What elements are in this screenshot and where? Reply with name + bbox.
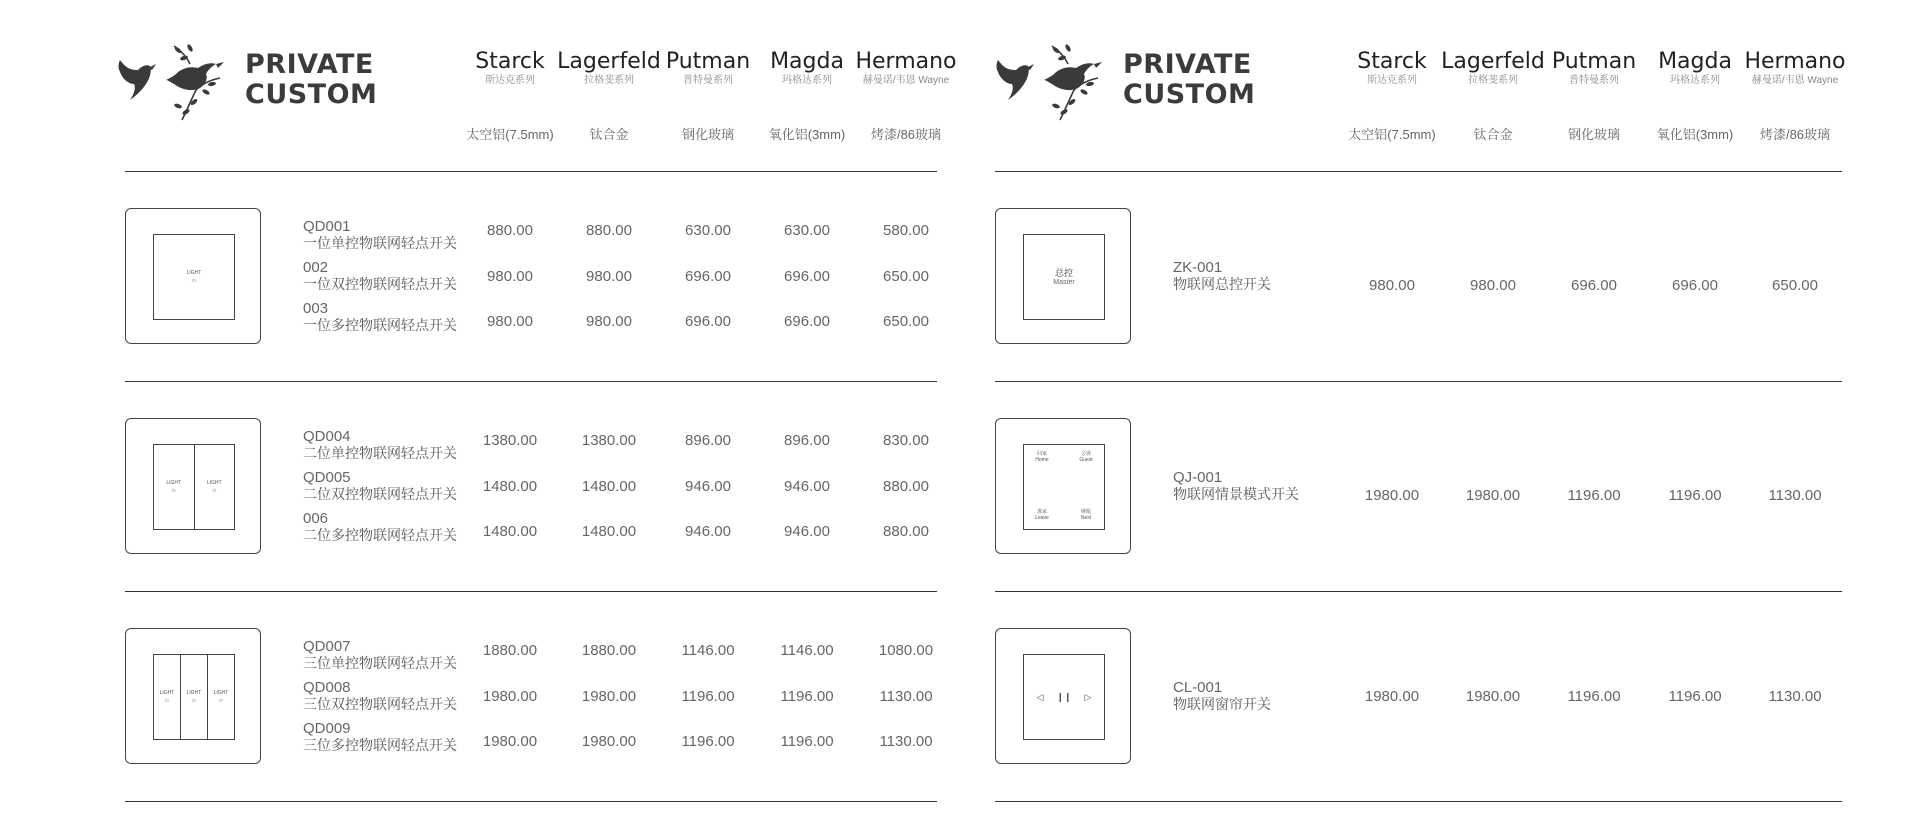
price-cell: 1980.00 xyxy=(581,733,637,750)
price-cell: 1380.00 xyxy=(581,432,637,449)
price-cell: 1130.00 xyxy=(879,733,933,750)
scene-en: Nest xyxy=(1080,515,1092,521)
column-header-magda xyxy=(752,50,862,88)
product-desc: 二位多控物联网轻点开关 xyxy=(303,527,457,543)
light-label: LIGHT xyxy=(213,689,229,696)
column-name: Lagerfeld xyxy=(1441,49,1545,74)
price-cell: 1480.00 xyxy=(482,523,538,540)
column-header-magda xyxy=(1640,50,1750,88)
curtain-open-icon: ◁ xyxy=(1036,691,1044,702)
column-material: 钢化玻璃 xyxy=(681,127,734,142)
brand-line-2: CUSTOM xyxy=(1123,79,1256,110)
price-cell: 980.00 xyxy=(1369,277,1415,294)
switch-face xyxy=(153,234,235,320)
divider xyxy=(125,801,937,802)
column-material: 烤漆/86玻璃 xyxy=(1759,127,1831,142)
light-icon: ☼ xyxy=(190,276,198,284)
price-cell: 1196.00 xyxy=(1668,487,1722,504)
price-cell: 696.00 xyxy=(685,313,731,330)
divider xyxy=(125,381,937,382)
price-cell: 1980.00 xyxy=(1465,487,1521,504)
birds-logo-icon xyxy=(990,40,1110,125)
switch-gang xyxy=(154,235,234,319)
price-cell: 980.00 xyxy=(487,268,533,285)
column-name: Lagerfeld xyxy=(557,49,661,74)
product-code: QD004 xyxy=(303,428,351,445)
column-series: 赫曼诺/韦恩 Wayne xyxy=(862,75,950,86)
product-desc: 二位双控物联网轻点开关 xyxy=(303,486,457,502)
price-cell: 896.00 xyxy=(784,432,830,449)
column-series: 拉格斐系列 xyxy=(1468,75,1518,86)
column-material: 钛合金 xyxy=(1473,127,1513,142)
price-cell: 1146.00 xyxy=(780,642,834,659)
price-cell: 650.00 xyxy=(1772,277,1818,294)
product-desc: 一位双控物联网轻点开关 xyxy=(303,276,457,292)
two-gang-switch-icon xyxy=(125,418,261,554)
scene-switch-icon xyxy=(995,418,1131,554)
column-header-hermano xyxy=(851,50,961,88)
light-icon: ☼ xyxy=(217,696,225,704)
price-cell: 1196.00 xyxy=(780,733,834,750)
product-code: QD008 xyxy=(303,679,351,696)
price-cell: 1480.00 xyxy=(482,478,538,495)
price-cell: 1146.00 xyxy=(681,642,735,659)
left-price-panel xyxy=(112,0,972,819)
curtain-controls xyxy=(1024,655,1104,739)
price-cell: 1196.00 xyxy=(780,688,834,705)
price-cell: 650.00 xyxy=(883,313,929,330)
column-material: 钛合金 xyxy=(589,127,629,142)
price-cell: 980.00 xyxy=(586,313,632,330)
product-desc: 一位多控物联网轻点开关 xyxy=(303,317,457,333)
product-desc: 三位双控物联网轻点开关 xyxy=(303,696,457,712)
brand-line-1: PRIVATE xyxy=(1123,49,1252,80)
price-cell: 696.00 xyxy=(1571,277,1617,294)
switch-gang xyxy=(180,655,207,739)
price-cell: 630.00 xyxy=(685,222,731,239)
column-series: 赫曼诺/韦恩 Wayne xyxy=(1751,75,1839,86)
light-label: LIGHT xyxy=(166,479,182,486)
price-cell: 1130.00 xyxy=(1768,688,1822,705)
column-material: 钢化玻璃 xyxy=(1567,127,1620,142)
product-desc: 三位单控物联网轻点开关 xyxy=(303,655,457,671)
divider xyxy=(125,171,937,172)
column-name: Starck xyxy=(475,49,545,74)
product-code: QD001 xyxy=(303,218,351,235)
switch-gang xyxy=(154,655,180,739)
product-desc: 二位单控物联网轻点开关 xyxy=(303,445,457,461)
price-cell: 1130.00 xyxy=(879,688,933,705)
price-cell: 696.00 xyxy=(685,268,731,285)
price-cell: 980.00 xyxy=(586,268,632,285)
price-cell: 1980.00 xyxy=(1364,688,1420,705)
price-cell: 1480.00 xyxy=(581,478,637,495)
column-header-lagerfeld xyxy=(1438,50,1548,88)
column-header-starck xyxy=(1337,50,1447,88)
one-gang-switch-icon xyxy=(125,208,261,344)
master-switch-icon xyxy=(995,208,1131,344)
price-cell: 650.00 xyxy=(883,268,929,285)
product-desc: 三位多控物联网轻点开关 xyxy=(303,737,457,753)
scene-en: Guest xyxy=(1079,457,1093,463)
curtain-switch-icon xyxy=(995,628,1131,764)
price-cell: 946.00 xyxy=(685,478,731,495)
price-cell: 1980.00 xyxy=(482,733,538,750)
price-cell: 1980.00 xyxy=(482,688,538,705)
price-cell: 630.00 xyxy=(784,222,830,239)
divider xyxy=(995,381,1842,382)
column-material: 太空铝(7.5mm) xyxy=(1348,127,1436,142)
scene-leave xyxy=(1030,509,1054,521)
divider xyxy=(125,591,937,592)
light-icon: ☼ xyxy=(163,696,171,704)
product-code: 003 xyxy=(303,300,329,317)
brand-line-2: CUSTOM xyxy=(245,79,378,110)
scene-nest xyxy=(1074,509,1098,521)
brand-name xyxy=(245,50,377,110)
column-series: 斯达克系列 xyxy=(485,75,535,86)
brand-line-1: PRIVATE xyxy=(245,49,374,80)
price-cell: 1880.00 xyxy=(581,642,637,659)
switch-gang xyxy=(154,445,194,529)
master-label: 总控 xyxy=(1054,268,1073,278)
column-material: 太空铝(7.5mm) xyxy=(466,127,554,142)
price-cell: 1980.00 xyxy=(1465,688,1521,705)
brand-name xyxy=(1123,50,1255,110)
price-cell: 880.00 xyxy=(883,478,929,495)
column-series: 普特曼系列 xyxy=(1569,75,1619,86)
product-code: QD007 xyxy=(303,638,351,655)
price-cell: 946.00 xyxy=(784,523,830,540)
master-sublabel: Master xyxy=(1053,279,1075,286)
light-label: LIGHT xyxy=(186,689,202,696)
price-cell: 1130.00 xyxy=(1768,487,1822,504)
light-label: LIGHT xyxy=(159,689,175,696)
column-name: Starck xyxy=(1357,49,1427,74)
column-header-hermano xyxy=(1740,50,1850,88)
divider xyxy=(995,801,1842,802)
scene-zh: 回家 xyxy=(1036,451,1047,457)
price-cell: 1380.00 xyxy=(482,432,538,449)
divider xyxy=(995,591,1842,592)
scene-en: Leave xyxy=(1035,515,1049,521)
column-name: Magda xyxy=(1658,49,1732,74)
product-desc: 物联网总控开关 xyxy=(1173,276,1271,292)
price-cell: 1196.00 xyxy=(681,688,735,705)
column-material: 烤漆/86玻璃 xyxy=(870,127,942,142)
scene-zh: 睡眠 xyxy=(1080,509,1091,515)
price-cell: 896.00 xyxy=(685,432,731,449)
product-code: QD009 xyxy=(303,720,351,737)
column-name: Hermano xyxy=(1744,49,1846,74)
product-desc: 一位单控物联网轻点开关 xyxy=(303,235,457,251)
column-series: 玛格达系列 xyxy=(782,75,832,86)
column-header-putman xyxy=(653,50,763,88)
light-icon: ☼ xyxy=(211,486,218,494)
price-cell: 580.00 xyxy=(883,222,929,239)
switch-face xyxy=(1023,654,1105,740)
switch-face xyxy=(1023,234,1105,320)
price-cell: 1880.00 xyxy=(482,642,538,659)
price-cell: 980.00 xyxy=(1470,277,1516,294)
product-desc: 物联网情景模式开关 xyxy=(1173,486,1299,502)
price-cell: 1080.00 xyxy=(878,642,934,659)
switch-face xyxy=(153,444,235,530)
price-cell: 946.00 xyxy=(784,478,830,495)
switch-face xyxy=(153,654,235,740)
column-series: 拉格斐系列 xyxy=(584,75,634,86)
product-code: ZK-001 xyxy=(1173,259,1223,276)
scene-home xyxy=(1030,451,1054,463)
price-cell: 1196.00 xyxy=(1668,688,1722,705)
price-cell: 880.00 xyxy=(487,222,533,239)
three-gang-switch-icon xyxy=(125,628,261,764)
column-header-putman xyxy=(1539,50,1649,88)
light-label: LIGHT xyxy=(186,269,202,276)
switch-gang xyxy=(194,445,235,529)
price-cell: 1980.00 xyxy=(1364,487,1420,504)
scene-zh: 离家 xyxy=(1036,509,1047,515)
divider xyxy=(995,171,1842,172)
column-material: 氧化铝(3mm) xyxy=(768,127,846,142)
price-cell: 696.00 xyxy=(1672,277,1718,294)
column-series: 普特曼系列 xyxy=(683,75,733,86)
price-cell: 1196.00 xyxy=(681,733,735,750)
light-icon: ☼ xyxy=(170,486,177,494)
product-desc: 物联网窗帘开关 xyxy=(1173,696,1271,712)
product-code: CL-001 xyxy=(1173,679,1223,696)
curtain-pause-icon: ❙❙ xyxy=(1056,691,1072,702)
column-header-starck xyxy=(455,50,565,88)
light-label: LIGHT xyxy=(206,479,222,486)
price-cell: 946.00 xyxy=(685,523,731,540)
column-series: 斯达克系列 xyxy=(1367,75,1417,86)
birds-logo-icon xyxy=(112,40,232,125)
product-code: QJ-001 xyxy=(1173,469,1223,486)
light-icon: ☼ xyxy=(190,696,198,704)
column-series: 玛格达系列 xyxy=(1670,75,1720,86)
price-cell: 980.00 xyxy=(487,313,533,330)
switch-face xyxy=(1023,444,1105,530)
product-code: 002 xyxy=(303,259,329,276)
scene-zh: 会客 xyxy=(1080,451,1091,457)
curtain-close-icon: ▷ xyxy=(1084,691,1092,702)
price-cell: 696.00 xyxy=(784,268,830,285)
column-name: Putman xyxy=(1551,49,1637,74)
price-cell: 880.00 xyxy=(586,222,632,239)
column-material: 氧化铝(3mm) xyxy=(1656,127,1734,142)
product-code: QD005 xyxy=(303,469,351,486)
price-cell: 880.00 xyxy=(883,523,929,540)
column-header-lagerfeld xyxy=(554,50,664,88)
scene-en: Home xyxy=(1035,457,1049,463)
column-name: Hermano xyxy=(855,49,957,74)
scene-guest xyxy=(1074,451,1098,463)
column-name: Putman xyxy=(665,49,751,74)
product-code: 006 xyxy=(303,510,329,527)
switch-gang xyxy=(207,655,234,739)
column-name: Magda xyxy=(770,49,844,74)
right-price-panel xyxy=(990,0,1850,819)
price-cell: 830.00 xyxy=(883,432,929,449)
price-cell: 1980.00 xyxy=(581,688,637,705)
price-cell: 1196.00 xyxy=(1567,487,1621,504)
price-cell: 1196.00 xyxy=(1567,688,1621,705)
price-cell: 696.00 xyxy=(784,313,830,330)
price-cell: 1480.00 xyxy=(581,523,637,540)
